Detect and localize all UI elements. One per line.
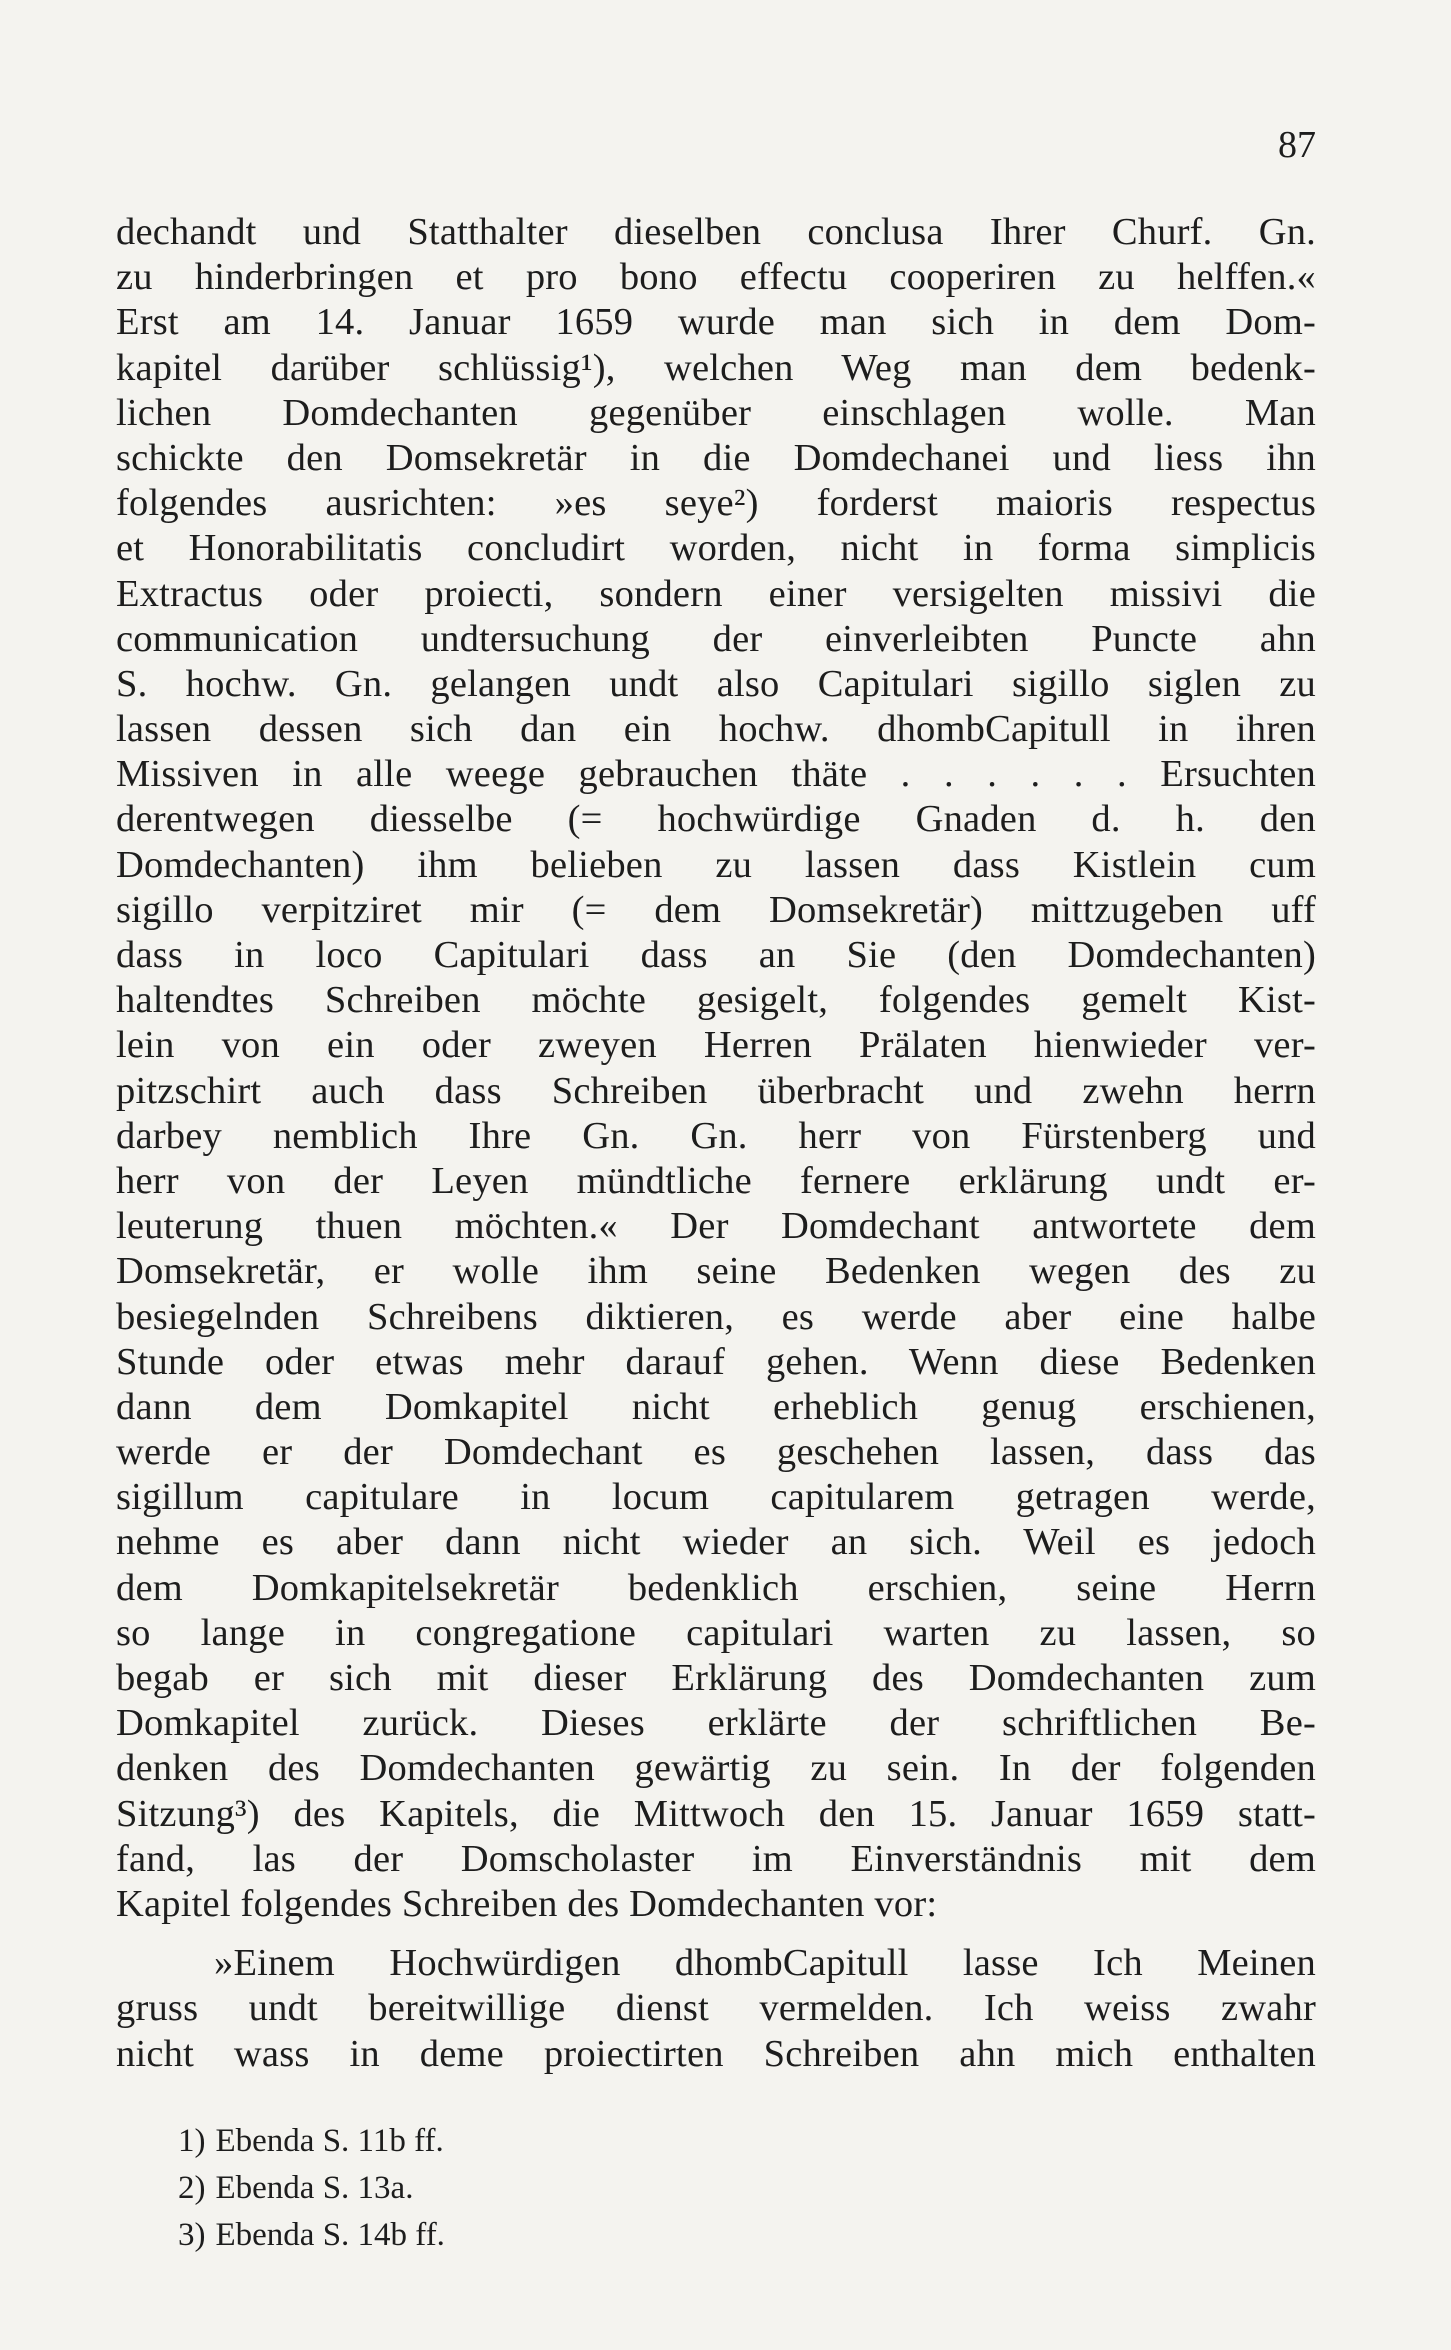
- text-line: Kapitel folgendes Schreiben des Domdechanten vor:: [116, 1882, 938, 1925]
- text-line: dem Domkapitelsekretär bedenklich erschien, seine Herrn: [116, 1566, 1316, 1609]
- text-line: besiegelnden Schreibens diktieren, es werde aber eine halbe: [116, 1295, 1316, 1338]
- text-line: nehme es aber dann nicht wieder an sich. Weil es jedoch: [116, 1521, 1316, 1564]
- text-line: herr von der Leyen mündtliche fernere erklärung undt er-: [116, 1159, 1316, 1202]
- text-line: gruss undt bereitwillige dienst vermelden. Ich weiss zwahr: [116, 1987, 1316, 2030]
- text-line: werde er der Domdechant es geschehen lassen, dass das: [116, 1431, 1316, 1474]
- footnote-number: 1): [178, 2123, 206, 2159]
- footnote-number: 2): [178, 2170, 206, 2206]
- footnote: [178, 2212, 445, 2259]
- text-line: Erst am 14. Januar 1659 wurde man sich in dem Dom-: [116, 301, 1316, 344]
- text-line: haltendtes Schreiben möchte gesigelt, folgendes gemelt Kist-: [116, 979, 1316, 1022]
- footnote-text: Ebenda S. 11b ff.: [215, 2123, 444, 2159]
- body-text: [116, 210, 1316, 2077]
- footnotes: [178, 2118, 445, 2259]
- footnote: [178, 2118, 445, 2165]
- paragraph-1: [116, 210, 1316, 1927]
- text-line: Domkapitel zurück. Dieses erklärte der schriftlichen Be-: [116, 1702, 1316, 1745]
- text-line: Domdechanten) ihm belieben zu lassen dass Kistlein cum: [116, 843, 1316, 886]
- text-line: dass in loco Capitulari dass an Sie (den Domdechanten): [116, 934, 1316, 976]
- text-line: lein von ein oder zweyen Herren Prälaten hienwieder ver-: [116, 1024, 1316, 1067]
- text-line: nicht wass in deme proiectirten Schreiben ahn mich enthalten: [116, 2032, 1316, 2075]
- text-line: folgendes ausrichten: »es seye²) forderst maioris respectus: [116, 482, 1316, 525]
- paragraph-gap: [116, 1927, 1316, 1941]
- text-line: zu hinderbringen et pro bono effectu cooperiren zu helffen.«: [116, 256, 1316, 299]
- page-number: 87: [1278, 124, 1316, 166]
- text-line: kapitel darüber schlüssig¹), welchen Weg man dem bedenk-: [116, 346, 1316, 389]
- book-page: [116, 0, 1316, 2350]
- text-line: dann dem Domkapitel nicht erheblich genug erschienen,: [116, 1385, 1316, 1428]
- text-line: begab er sich mit dieser Erklärung des Domdechanten zum: [116, 1657, 1316, 1699]
- text-line: dechandt und Statthalter dieselben conclusa Ihrer Churf. Gn.: [116, 211, 1316, 253]
- footnote-text: Ebenda S. 14b ff.: [215, 2217, 445, 2253]
- text-line: Sitzung³) des Kapitels, die Mittwoch den 15. Januar 1659 statt-: [116, 1792, 1316, 1835]
- text-line: et Honorabilitatis concludirt worden, nicht in forma simplicis: [116, 527, 1316, 570]
- text-line: Stunde oder etwas mehr darauf gehen. Wenn diese Bedenken: [116, 1340, 1316, 1383]
- text-line: darbey nemblich Ihre Gn. Gn. herr von Fürstenberg und: [116, 1114, 1316, 1157]
- text-line: lassen dessen sich dan ein hochw. dhombCapitull in ihren: [116, 708, 1316, 751]
- text-line: leuterung thuen möchten.« Der Domdechant antwortete dem: [116, 1205, 1316, 1248]
- text-line: S. hochw. Gn. gelangen undt also Capitulari sigillo siglen zu: [116, 662, 1316, 705]
- footnote-text: Ebenda S. 13a.: [215, 2170, 414, 2206]
- text-line: sigillo verpitziret mir (= dem Domsekretär) mittzugeben uff: [116, 888, 1316, 931]
- footnote-number: 3): [178, 2217, 206, 2253]
- footnote: [178, 2165, 445, 2212]
- text-line: derentwegen diesselbe (= hochwürdige Gnaden d. h. den: [116, 798, 1316, 841]
- text-line: schickte den Domsekretär in die Domdechanei und liess ihn: [116, 436, 1316, 479]
- text-line: Extractus oder proiecti, sondern einer versigelten missivi die: [116, 572, 1316, 615]
- text-line: fand, las der Domscholaster im Einverständnis mit dem: [116, 1837, 1316, 1880]
- paragraph-2: [116, 1941, 1316, 2077]
- text-line: lichen Domdechanten gegenüber einschlagen wolle. Man: [116, 391, 1316, 434]
- text-line: pitzschirt auch dass Schreiben überbracht und zwehn herrn: [116, 1069, 1316, 1112]
- text-line: communication undtersuchung der einverleibten Puncte ahn: [116, 617, 1316, 660]
- text-line: sigillum capitulare in locum capitularem getragen werde,: [116, 1476, 1316, 1519]
- text-line: Domsekretär, er wolle ihm seine Bedenken wegen des zu: [116, 1250, 1316, 1293]
- text-line: »Einem Hochwürdigen dhombCapitull lasse Ich Meinen: [214, 1942, 1316, 1985]
- text-line: Missiven in alle weege gebrauchen thäte . . . . . . Ersuchten: [116, 753, 1316, 796]
- text-line: denken des Domdechanten gewärtig zu sein. In der folgenden: [116, 1747, 1316, 1790]
- text-line: so lange in congregatione capitulari warten zu lassen, so: [116, 1611, 1316, 1654]
